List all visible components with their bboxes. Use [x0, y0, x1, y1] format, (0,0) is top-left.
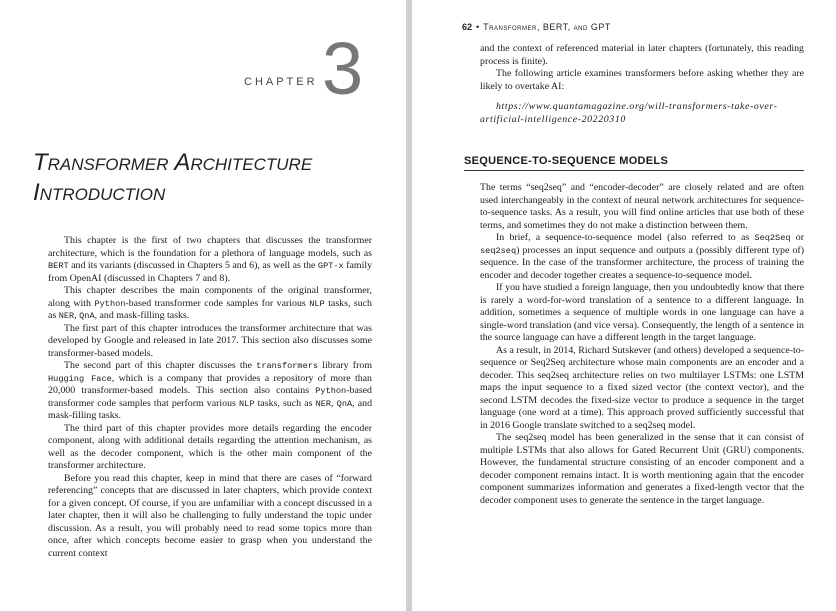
- paragraph: [48, 323, 372, 361]
- inline-code: BERT: [48, 261, 69, 271]
- text-run: family from OpenAI (discussed in Chapters 7 and 8).: [48, 260, 373, 284]
- text-run: tasks, such as: [254, 397, 316, 409]
- left-page: [0, 0, 406, 611]
- chapter-title-line2: Introduction: [33, 179, 166, 206]
- inline-code: seq2seq: [480, 245, 517, 256]
- text-run: or: [790, 232, 804, 243]
- section-heading: SEQUENCE-TO-SEQUENCE MODELS: [464, 155, 804, 171]
- text-run: The following article examines transformers before asking whether they are likely to overtake AI:: [480, 68, 804, 92]
- paragraph: [480, 345, 804, 433]
- text-run: ) processes an input sequence and outputs a (possibly different type of) sequence. In the case of the transformer architecture, the process of training the encoder and decoder together creates a sequence-to-sequence model.: [480, 244, 804, 281]
- right-top-text: [480, 43, 804, 93]
- inline-code: QnA: [79, 311, 95, 321]
- paragraph: [480, 182, 804, 232]
- text-run: The third part of this chapter provides more details regarding the encoder component, along with additional details regarding the attention mechanism, as well as the decoder component, which is the other main component of the transformer architecture.: [48, 422, 372, 471]
- text-run: ,: [74, 310, 80, 321]
- right-body-text: [480, 182, 804, 507]
- text-run: and its variants (discussed in Chapters 5 and 6), as well as the: [68, 260, 318, 271]
- paragraph: [480, 43, 804, 68]
- text-run: Before you read this chapter, keep in mind that there are cases of “forward referencing” concepts that are discussed in later chapters, which provide context for a given concept. Of course, if you are unfamiliar with a concept discussed in a later chapter, then it will also be challenging to fully understand the topic under discussion. As a result, you will probably need to read some topics more than once, after which concepts become easier to grasp when you understand the current context: [48, 472, 372, 559]
- text-run: This chapter is the first of two chapters that discusses the transformer architecture, which is the foundation for a plethora of language models, such as: [48, 235, 372, 259]
- text-run: In brief, a sequence-to-sequence model (also referred to as: [496, 232, 755, 243]
- text-run: -based transformer code samples for various: [125, 297, 310, 309]
- article-url[interactable]: https://www.quantamagazine.org/will-transformers-take-over-artificial-intelligence-20220310: [480, 101, 778, 125]
- text-run: -based transformer code samples that perform various: [48, 385, 372, 409]
- inline-code: Hugging Face: [48, 373, 112, 384]
- text-run: As a result, in 2014, Richard Sutskever (and others) developed a sequence-to-sequence or Seq2Seq architecture whose main components are an encoder and a decoder. This seq2seq architecture relies on two multilayer LSTMs: one LSTM maps the input sequence to a fixed sized vector (the context vector), and the second LSTM decodes the fixed-size vector to produce a sequence in the target language (one word at a time). This approach proved sufficiently successful that in 2016 Google translate switched to a seq2seq model.: [480, 344, 804, 431]
- text-run: tasks, such as: [48, 297, 372, 321]
- text-run: The seq2seq model has been generalized in the sense that it can consist of multiple LSTMs that also allows for Gated Recurrent Unit (GRU) components. However, the fundamental structure consisting of an encoder component and a decoder component remains intact. It is worth mentioning again that the encoder component summarizes information and generates a fixed-length vector that the decoder component uses to generate the sentence in the target language.: [480, 432, 804, 506]
- inline-code: QnA: [336, 398, 353, 409]
- paragraph: [480, 68, 804, 93]
- inline-code: NER: [315, 398, 332, 409]
- inline-code: Python: [315, 386, 347, 396]
- paragraph: [480, 232, 804, 282]
- inline-code: NLP: [309, 298, 325, 309]
- chapter-number: 3: [322, 27, 364, 110]
- text-run: , which is a company that provides a repository of more than 20,000 transformer-based models. This section also contains: [48, 372, 372, 396]
- text-run: , and mask-filling tasks.: [48, 397, 373, 421]
- chapter-label: CHAPTER: [244, 76, 318, 88]
- paragraph: [480, 282, 804, 345]
- paragraph: [48, 285, 372, 323]
- right-page: [412, 0, 836, 611]
- inline-code: GPT-x: [317, 261, 344, 271]
- paragraph: [48, 473, 372, 561]
- text-run: If you have studied a foreign language, then you undoubtedly know that there is rarely a word-for-word translation of a sentence to a different language. In addition, sometimes a sequence of multiple words in one language can have a single-word translation (and vice versa). Consequently, the length of a sentence in the source language can have a different length in the target language.: [480, 282, 804, 343]
- text-run: The terms “seq2seq” and “encoder-decoder” are closely related and are often used interchangeably in the context of neural network architectures for sequence-to-sequence tasks. As a result, you will find online articles that use both of these terms, and sometimes they do not make a distinction between them.: [480, 182, 804, 231]
- paragraph: [480, 432, 804, 507]
- inline-code: Python: [94, 298, 126, 309]
- chapter-title-line1: Transformer Architecture: [33, 149, 313, 176]
- inline-code: transformers: [256, 361, 319, 371]
- text-run: , and mask-filling tasks.: [94, 310, 190, 321]
- text-run: The first part of this chapter introduces the transformer architecture that was developed by Google and released in late 2017. This section also discusses some transformer-based models.: [48, 322, 372, 359]
- running-head: [462, 22, 611, 32]
- inline-code: NER: [58, 311, 75, 321]
- paragraph: [48, 360, 372, 423]
- page-number: 62: [462, 22, 473, 32]
- paragraph: [48, 423, 372, 473]
- inline-code: Seq2Seq: [754, 233, 791, 243]
- text-run: The second part of this chapter discusses the: [64, 360, 257, 371]
- paragraph: [48, 235, 372, 285]
- text-run: ,: [331, 397, 337, 409]
- text-run: library from: [318, 360, 372, 371]
- text-run: This chapter describes the main components of the original transformer, along with: [48, 285, 372, 309]
- text-run: and the context of referenced material in later chapters (fortunately, this reading process is finite).: [480, 43, 804, 67]
- running-head-separator: •: [476, 22, 480, 32]
- chapter-title: [33, 148, 393, 208]
- left-body-text: [48, 235, 372, 560]
- running-title: Transformer, BERT, and GPT: [483, 22, 611, 32]
- inline-code: NLP: [239, 398, 255, 409]
